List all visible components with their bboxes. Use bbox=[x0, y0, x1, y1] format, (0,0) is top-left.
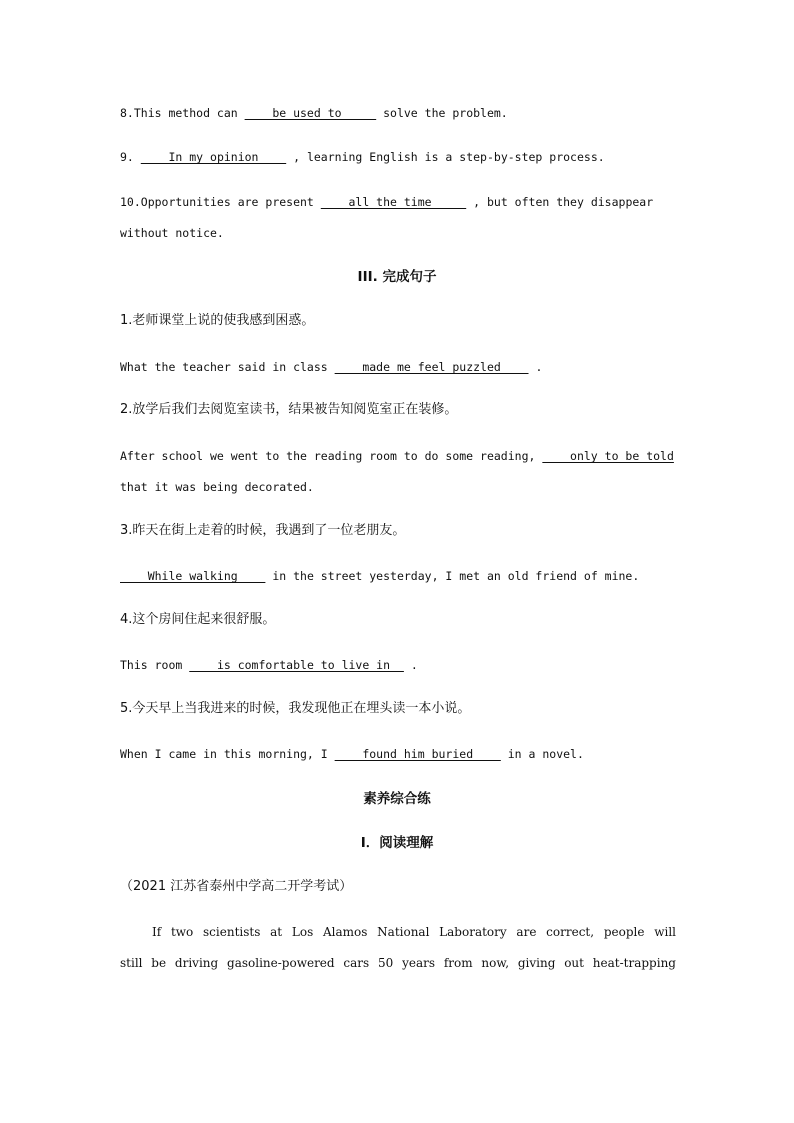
section-3-heading: III. 完成句子 bbox=[357, 269, 437, 285]
reading-comprehension-heading: I．阅读理解 bbox=[360, 835, 434, 851]
question-8-before: 8.This method can bbox=[120, 106, 245, 120]
question-10-continuation: without notice. bbox=[120, 226, 224, 240]
question-9-after: , learning English is a step-by-step process. bbox=[286, 150, 605, 164]
item-4-sentence bbox=[120, 657, 676, 673]
item-2-before: After school we went to the reading room to do some reading, bbox=[120, 449, 543, 463]
item-1-before: What the teacher said in class bbox=[120, 360, 335, 374]
item-5-before: When I came in this morning, I bbox=[120, 747, 335, 761]
item-5-answer: found him buried bbox=[334, 747, 501, 761]
item-4-answer: is comfortable to live in bbox=[189, 658, 404, 672]
item-3-answer: While walking bbox=[120, 569, 266, 583]
question-9-before: 9. bbox=[120, 150, 141, 164]
passage-line-1: If two scientists at Los Alamos National Laboratory are correct, people will bbox=[152, 925, 676, 939]
passage-line-2: still be driving gasoline-powered cars 50 years from now, giving out heat-trapping bbox=[120, 956, 676, 970]
question-9-answer: In my opinion bbox=[140, 150, 287, 164]
question-10-before: 10.Opportunities are present bbox=[120, 195, 321, 209]
item-2-sentence bbox=[120, 448, 676, 464]
item-1-sentence bbox=[120, 359, 676, 375]
item-5-after: in a novel. bbox=[500, 747, 584, 761]
comprehensive-heading: 素养综合练 bbox=[363, 791, 431, 807]
item-5-sentence bbox=[120, 746, 676, 762]
item-2-continuation: that it was being decorated. bbox=[120, 480, 314, 494]
item-3-sentence bbox=[120, 568, 676, 584]
question-10 bbox=[120, 194, 676, 210]
item-1-chinese: 1.老师课堂上说的使我感到困惑。 bbox=[120, 313, 315, 328]
question-8 bbox=[120, 105, 676, 121]
item-2-answer: only to be told bbox=[542, 449, 674, 463]
item-4-after: . bbox=[403, 658, 418, 672]
question-8-answer: be used to bbox=[244, 106, 377, 120]
item-3-chinese: 3.昨天在街上走着的时候，我遇到了一位老朋友。 bbox=[120, 523, 406, 538]
item-2-chinese: 2.放学后我们去阅览室读书，结果被告知阅览室正在装修。 bbox=[120, 402, 458, 417]
question-10-after: , but often they disappear bbox=[466, 195, 654, 209]
question-9 bbox=[120, 149, 676, 165]
item-1-answer: made me feel puzzled bbox=[334, 360, 529, 374]
source-note: （2021 江苏省泰州中学高二开学考试） bbox=[120, 879, 353, 894]
question-8-after: solve the problem. bbox=[376, 106, 508, 120]
item-3-after: in the street yesterday, I met an old friend of mine. bbox=[265, 569, 640, 583]
item-1-after: . bbox=[528, 360, 543, 374]
item-5-chinese: 5.今天早上当我进来的时候，我发现他正在埋头读一本小说。 bbox=[120, 701, 471, 716]
question-10-answer: all the time bbox=[320, 195, 467, 209]
item-4-chinese: 4.这个房间住起来很舒服。 bbox=[120, 612, 276, 627]
item-4-before: This room bbox=[120, 658, 190, 672]
